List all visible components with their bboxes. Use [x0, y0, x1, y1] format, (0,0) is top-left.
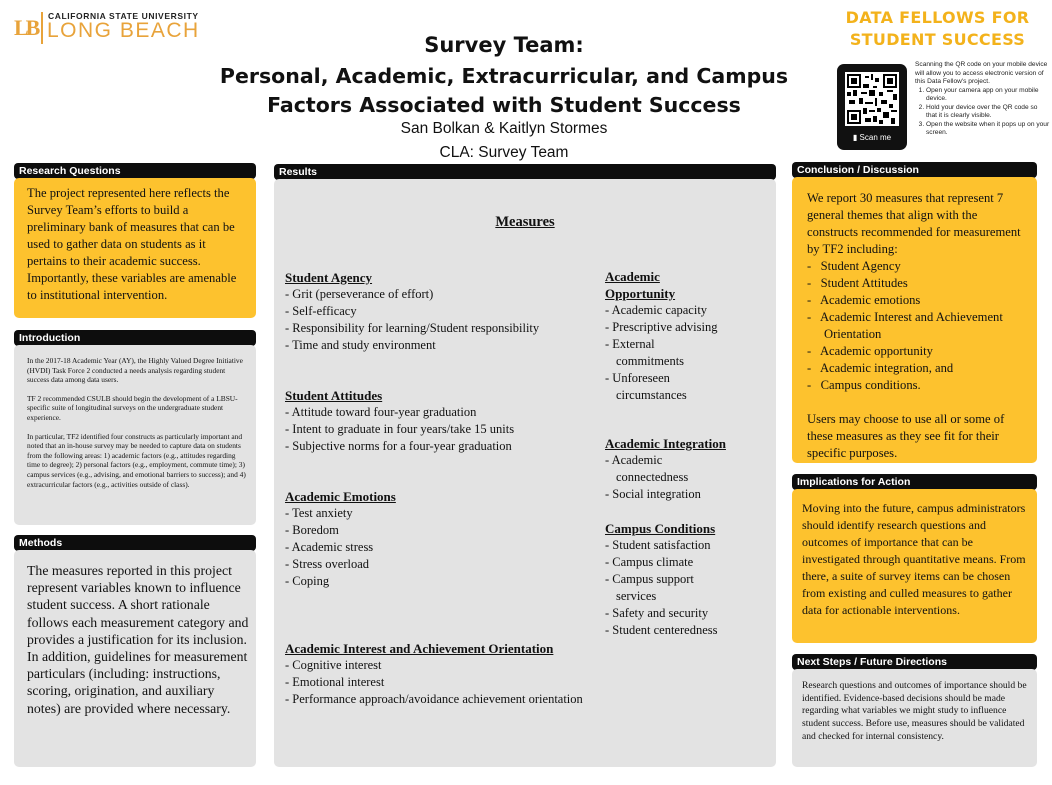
- next-steps-panel: [792, 669, 1037, 767]
- measure-item: - Campus climate: [605, 554, 750, 571]
- qr-steps: [915, 87, 1050, 138]
- conclusion-header: Conclusion / Discussion: [792, 162, 1037, 178]
- qr-scan-label: [837, 133, 907, 142]
- research-questions-panel: [14, 178, 256, 318]
- research-questions-text: The project represented here reflects the Survey Team’s efforts to build a preliminary bank of measures that can be used to gather data on students as it pertains to their academic success. Importantly, these variables are amenable to institutional intervention.: [27, 186, 237, 302]
- measure-group-student-attitudes: [285, 387, 595, 455]
- research-questions-header: Research Questions: [14, 163, 256, 179]
- measure-item: - Time and study environment: [285, 337, 595, 354]
- qr-step: 2. Hold your device over the QR code so that it is clearly visible.: [926, 104, 1050, 121]
- measure-group-title: Academic Emotions: [285, 489, 396, 504]
- measure-item: - Test anxiety: [285, 505, 595, 522]
- implications-panel: [792, 489, 1037, 643]
- measure-item: - Attitude toward four-year graduation: [285, 404, 595, 421]
- conclusion-text: [807, 190, 1025, 462]
- phone-icon: ▮: [852, 133, 858, 142]
- introduction-text: [27, 356, 247, 489]
- introduction-panel: [14, 345, 256, 525]
- measure-group-academic-interest: [285, 640, 645, 708]
- conclusion-item: - Academic integration, and: [807, 360, 1025, 377]
- measure-group-campus-conditions: [605, 520, 750, 639]
- implications-header: Implications for Action: [792, 474, 1037, 490]
- measure-item: - Coping: [285, 573, 595, 590]
- measure-item: - Performance approach/avoidance achievement orientation: [285, 691, 645, 708]
- conclusion-item: - Student Agency: [807, 258, 1025, 275]
- qr-instructions-intro: Scanning the QR code on your mobile device will allow you to access electronic version of this Data Fellow's project.: [915, 61, 1048, 85]
- brand-title-line2: STUDENT SUCCESS: [849, 30, 1026, 49]
- introduction-paragraph: In the 2017-18 Academic Year (AY), the Highly Valued Degree Initiative (HVDI) Task Force 2 conducted a needs analysis regarding student success data among data users.: [27, 356, 243, 385]
- conclusion-item: - Academic Interest and Achievement Orientation: [807, 309, 1025, 343]
- measure-item: - Emotional interest: [285, 674, 645, 691]
- measure-item: - Social integration: [605, 486, 750, 503]
- qr-step: 3. Open the website when it pops up on your screen.: [926, 121, 1050, 138]
- conclusion-outro: Users may choose to use all or some of these measures as they see fit for their specific purposes.: [807, 412, 1005, 460]
- measure-group-title: Student Attitudes: [285, 388, 383, 403]
- conclusion-item: - Student Attitudes: [807, 275, 1025, 292]
- conclusion-intro: We report 30 measures that represent 7 general themes that align with the constructs recommended for measurement by TF2 including:: [807, 191, 1021, 256]
- introduction-header: Introduction: [14, 330, 256, 346]
- measure-item: - Safety and security: [605, 605, 750, 622]
- measure-list: [605, 302, 740, 404]
- measure-group-title: Campus Conditions: [605, 521, 716, 536]
- methods-header: Methods: [14, 535, 256, 551]
- qr-step: 1. Open your camera app on your mobile device.: [926, 87, 1050, 104]
- measure-item: - Grit (perseverance of effort): [285, 286, 595, 303]
- poster-title-line1: Survey Team:: [424, 33, 584, 57]
- measure-list: [285, 404, 595, 455]
- measure-item: - External commitments: [605, 336, 711, 370]
- qr-instructions: [915, 61, 1050, 138]
- measure-list: [605, 452, 750, 503]
- university-name-top: CALIFORNIA STATE UNIVERSITY: [48, 11, 199, 21]
- measure-item: - Intent to graduate in four years/take 15 units: [285, 421, 595, 438]
- conclusion-panel: [792, 177, 1037, 463]
- measure-group-title: Academic Integration: [605, 436, 726, 451]
- university-logo-mark: LB: [14, 15, 38, 40]
- measure-group-title: Academic Opportunity: [605, 269, 676, 301]
- measure-item: - Self-efficacy: [285, 303, 595, 320]
- conclusion-list: [807, 258, 1025, 394]
- measure-list: [605, 537, 750, 639]
- measure-item: - Boredom: [285, 522, 595, 539]
- measure-item: - Prescriptive advising: [605, 319, 740, 336]
- results-header: Results: [274, 164, 776, 180]
- measure-item: - Academic stress: [285, 539, 595, 556]
- measure-item: - Unforeseen circumstances: [605, 370, 711, 404]
- implications-text: Moving into the future, campus administrators should identify research questions and outcomes of importance that can be investigated through quantitative means. From there, a suite of survey items can be chosen from existing and culled measures to gather data for actionable interventions.: [802, 501, 1026, 617]
- measure-list: [285, 286, 595, 354]
- poster-authors: San Bolkan & Kaitlyn Stormes: [400, 120, 608, 137]
- measure-group-academic-emotions: [285, 488, 595, 590]
- university-name-main: LONG BEACH: [47, 19, 200, 42]
- qr-code-pattern: [845, 72, 899, 126]
- brand-title-line1: DATA FELLOWS FOR: [845, 8, 1030, 27]
- next-steps-text: Research questions and outcomes of importance should be identified. Evidence-based decisions should be made regarding what variables we might study to influence student success. Before use, measures should be validated and checked for internal consistency.: [802, 680, 1027, 742]
- measure-group-academic-opportunity: [605, 268, 750, 404]
- qr-code[interactable]: [837, 64, 907, 150]
- methods-panel: [14, 550, 256, 767]
- conclusion-item: - Academic opportunity: [807, 343, 1025, 360]
- conclusion-item: - Academic emotions: [807, 292, 1025, 309]
- introduction-paragraph: TF 2 recommended CSULB should begin the development of a LBSU-specific suite of longitudinal surveys on the undergraduate student experience.: [27, 393, 238, 422]
- next-steps-header: Next Steps / Future Directions: [792, 654, 1037, 670]
- measure-group-title: Academic Interest and Achievement Orientation: [285, 641, 554, 656]
- introduction-paragraph: In particular, TF2 identified four constructs as particularly important and noted that an in-house survey may be needed to capture data on students from the following areas: 1) academic factors (e.g., attitudes regarding time to degree); 2) personal factors (e.g., employment, commute time); 3) campus services (e.g., advising, and emotional barriers to success); and 4) extracurricular factors (e.g., activities outside of class).: [27, 431, 246, 489]
- methods-text: The measures reported in this project represent variables known to influence student success. A short rationale follows each measurement category and provides a justification for its inclusion. In addition, guidelines for measurement particulars (including: instructions, scoring, origination, and auxiliary notes) are provided where necessary.: [27, 563, 249, 716]
- results-subtitle: Measures: [495, 214, 555, 230]
- measure-item: - Academic connectedness: [605, 452, 716, 486]
- measure-item: - Student satisfaction: [605, 537, 750, 554]
- measure-list: [285, 657, 645, 708]
- measure-group-title: Student Agency: [285, 270, 373, 285]
- measure-item: - Campus support services: [605, 571, 736, 605]
- measure-item: - Academic capacity: [605, 302, 740, 319]
- poster-title-line2: Personal, Academic, Extracurricular, and Campus: [219, 64, 789, 88]
- measure-item: - Student centeredness: [605, 622, 750, 639]
- results-panel: [274, 179, 776, 767]
- qr-scan-text: Scan me: [859, 133, 892, 142]
- measure-item: - Subjective norms for a four-year graduation: [285, 438, 595, 455]
- measure-item: - Cognitive interest: [285, 657, 645, 674]
- measure-item: - Stress overload: [285, 556, 595, 573]
- measure-list: [285, 505, 595, 590]
- poster-title-line3: Factors Associated with Student Success: [267, 93, 741, 117]
- logo-divider: [41, 12, 43, 44]
- conclusion-item: - Campus conditions.: [807, 377, 1025, 394]
- poster-team: CLA: Survey Team: [439, 144, 569, 161]
- measure-item: - Responsibility for learning/Student responsibility: [285, 320, 595, 337]
- measure-group-academic-integration: [605, 435, 750, 503]
- measure-group-student-agency: [285, 269, 595, 354]
